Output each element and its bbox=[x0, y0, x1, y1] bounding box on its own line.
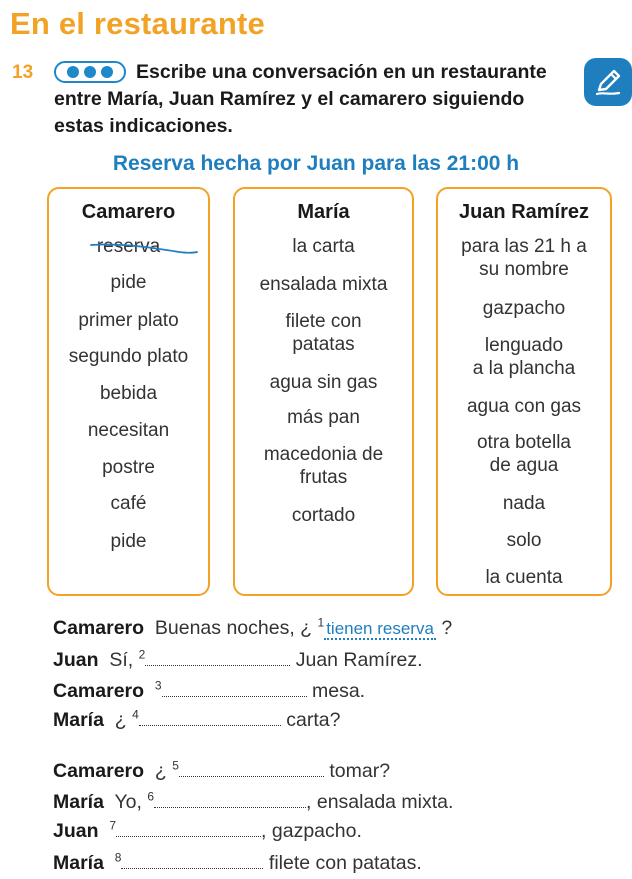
line-text: ? bbox=[441, 617, 453, 639]
page-title: En el restaurante bbox=[10, 6, 265, 41]
line-text: Yo, bbox=[114, 791, 142, 813]
line-text: Juan Ramírez. bbox=[295, 649, 423, 671]
list-item: la carta bbox=[292, 236, 355, 257]
list-item: segundo plato bbox=[68, 346, 189, 367]
answer-field[interactable] bbox=[121, 852, 263, 869]
item-text: reserva bbox=[96, 236, 161, 257]
list-item: bebida bbox=[99, 383, 158, 404]
answer-field[interactable] bbox=[154, 791, 306, 808]
list-item: agua con gas bbox=[466, 396, 582, 417]
column-camarero bbox=[47, 187, 210, 596]
answer-field[interactable] bbox=[116, 820, 261, 837]
dialogue-line bbox=[53, 760, 390, 783]
column-juan-ramirez bbox=[436, 187, 612, 596]
blank-number: 2 bbox=[138, 647, 146, 662]
list-item: cortado bbox=[291, 505, 356, 526]
answer-field[interactable] bbox=[139, 709, 281, 726]
column-header: Juan Ramírez bbox=[458, 201, 590, 223]
list-item bbox=[49, 235, 208, 258]
list-item: pide bbox=[110, 531, 147, 552]
line-text: ¿ bbox=[154, 760, 167, 782]
pencil-icon bbox=[584, 58, 632, 106]
line-text: tomar? bbox=[329, 760, 391, 782]
speaker: Camarero bbox=[53, 680, 145, 702]
dialogue-line bbox=[53, 791, 453, 814]
column-maria bbox=[233, 187, 414, 596]
line-text: mesa. bbox=[312, 680, 366, 702]
line-text: Buenas noches, ¿ bbox=[154, 617, 313, 639]
answer-field[interactable] bbox=[179, 760, 324, 777]
list-item: la cuenta bbox=[485, 567, 563, 588]
line-text: ¿ bbox=[114, 709, 127, 731]
answer-field[interactable] bbox=[145, 649, 290, 666]
list-item: café bbox=[110, 493, 147, 514]
strike-line bbox=[89, 239, 199, 259]
blank-number: 3 bbox=[154, 678, 162, 693]
list-item: más pan bbox=[287, 407, 360, 428]
blank-number: 4 bbox=[132, 707, 139, 722]
list-item: filete con patatas bbox=[285, 311, 362, 355]
dialogue-line bbox=[53, 617, 452, 640]
line-text: carta? bbox=[286, 709, 341, 731]
list-item: macedonia de frutas bbox=[263, 444, 384, 488]
task-subtitle: Reserva hecha por Juan para las 21:00 h bbox=[112, 152, 520, 175]
list-item: agua sin gas bbox=[269, 372, 378, 393]
blank-number: 7 bbox=[109, 818, 117, 833]
list-item: solo bbox=[506, 530, 542, 551]
blank-number: 6 bbox=[147, 789, 155, 804]
list-item: pide bbox=[110, 272, 147, 293]
list-item: nada bbox=[502, 493, 546, 514]
list-item: para las 21 h a su nombre bbox=[461, 236, 587, 280]
line-text: , gazpacho. bbox=[261, 820, 362, 842]
speaker: María bbox=[53, 852, 104, 874]
blank-number: 1 bbox=[317, 615, 325, 630]
list-item: otra botella de agua bbox=[476, 432, 571, 476]
list-item: primer plato bbox=[78, 310, 179, 331]
exercise-number: 13 bbox=[12, 62, 34, 83]
line-text: filete con patatas. bbox=[268, 852, 422, 874]
exercise-instructions: Escribe una conversación en un restaurante entre María, Juan Ramírez y el camarero siguiendo estas indicaciones. bbox=[54, 61, 547, 137]
speaker: Juan bbox=[53, 820, 99, 842]
list-item: necesitan bbox=[87, 420, 170, 441]
speaker: María bbox=[53, 791, 104, 813]
column-header: Camarero bbox=[81, 201, 176, 223]
blank-number: 5 bbox=[172, 758, 179, 773]
dialogue-line bbox=[53, 820, 362, 843]
dialogue-line bbox=[53, 649, 423, 672]
list-item: gazpacho bbox=[482, 298, 566, 319]
line-text: Sí, bbox=[109, 649, 134, 671]
speaker: Camarero bbox=[53, 617, 145, 639]
list-item: lenguado a la plancha bbox=[472, 335, 576, 379]
list-item: ensalada mixta bbox=[259, 274, 388, 295]
dialogue-line bbox=[53, 852, 422, 875]
speaker: Juan bbox=[53, 649, 99, 671]
list-item: postre bbox=[102, 457, 155, 478]
blank-number: 8 bbox=[114, 850, 122, 865]
column-header: María bbox=[297, 201, 350, 223]
answer-field[interactable] bbox=[162, 680, 307, 697]
answer-field[interactable]: tienen reserva bbox=[326, 619, 434, 638]
speaker: María bbox=[53, 709, 104, 731]
struck-item bbox=[97, 235, 160, 258]
speaker: Camarero bbox=[53, 760, 145, 782]
dialogue-line bbox=[53, 680, 365, 703]
dialogue-line bbox=[53, 709, 340, 732]
line-text: , ensalada mixta. bbox=[306, 791, 454, 813]
